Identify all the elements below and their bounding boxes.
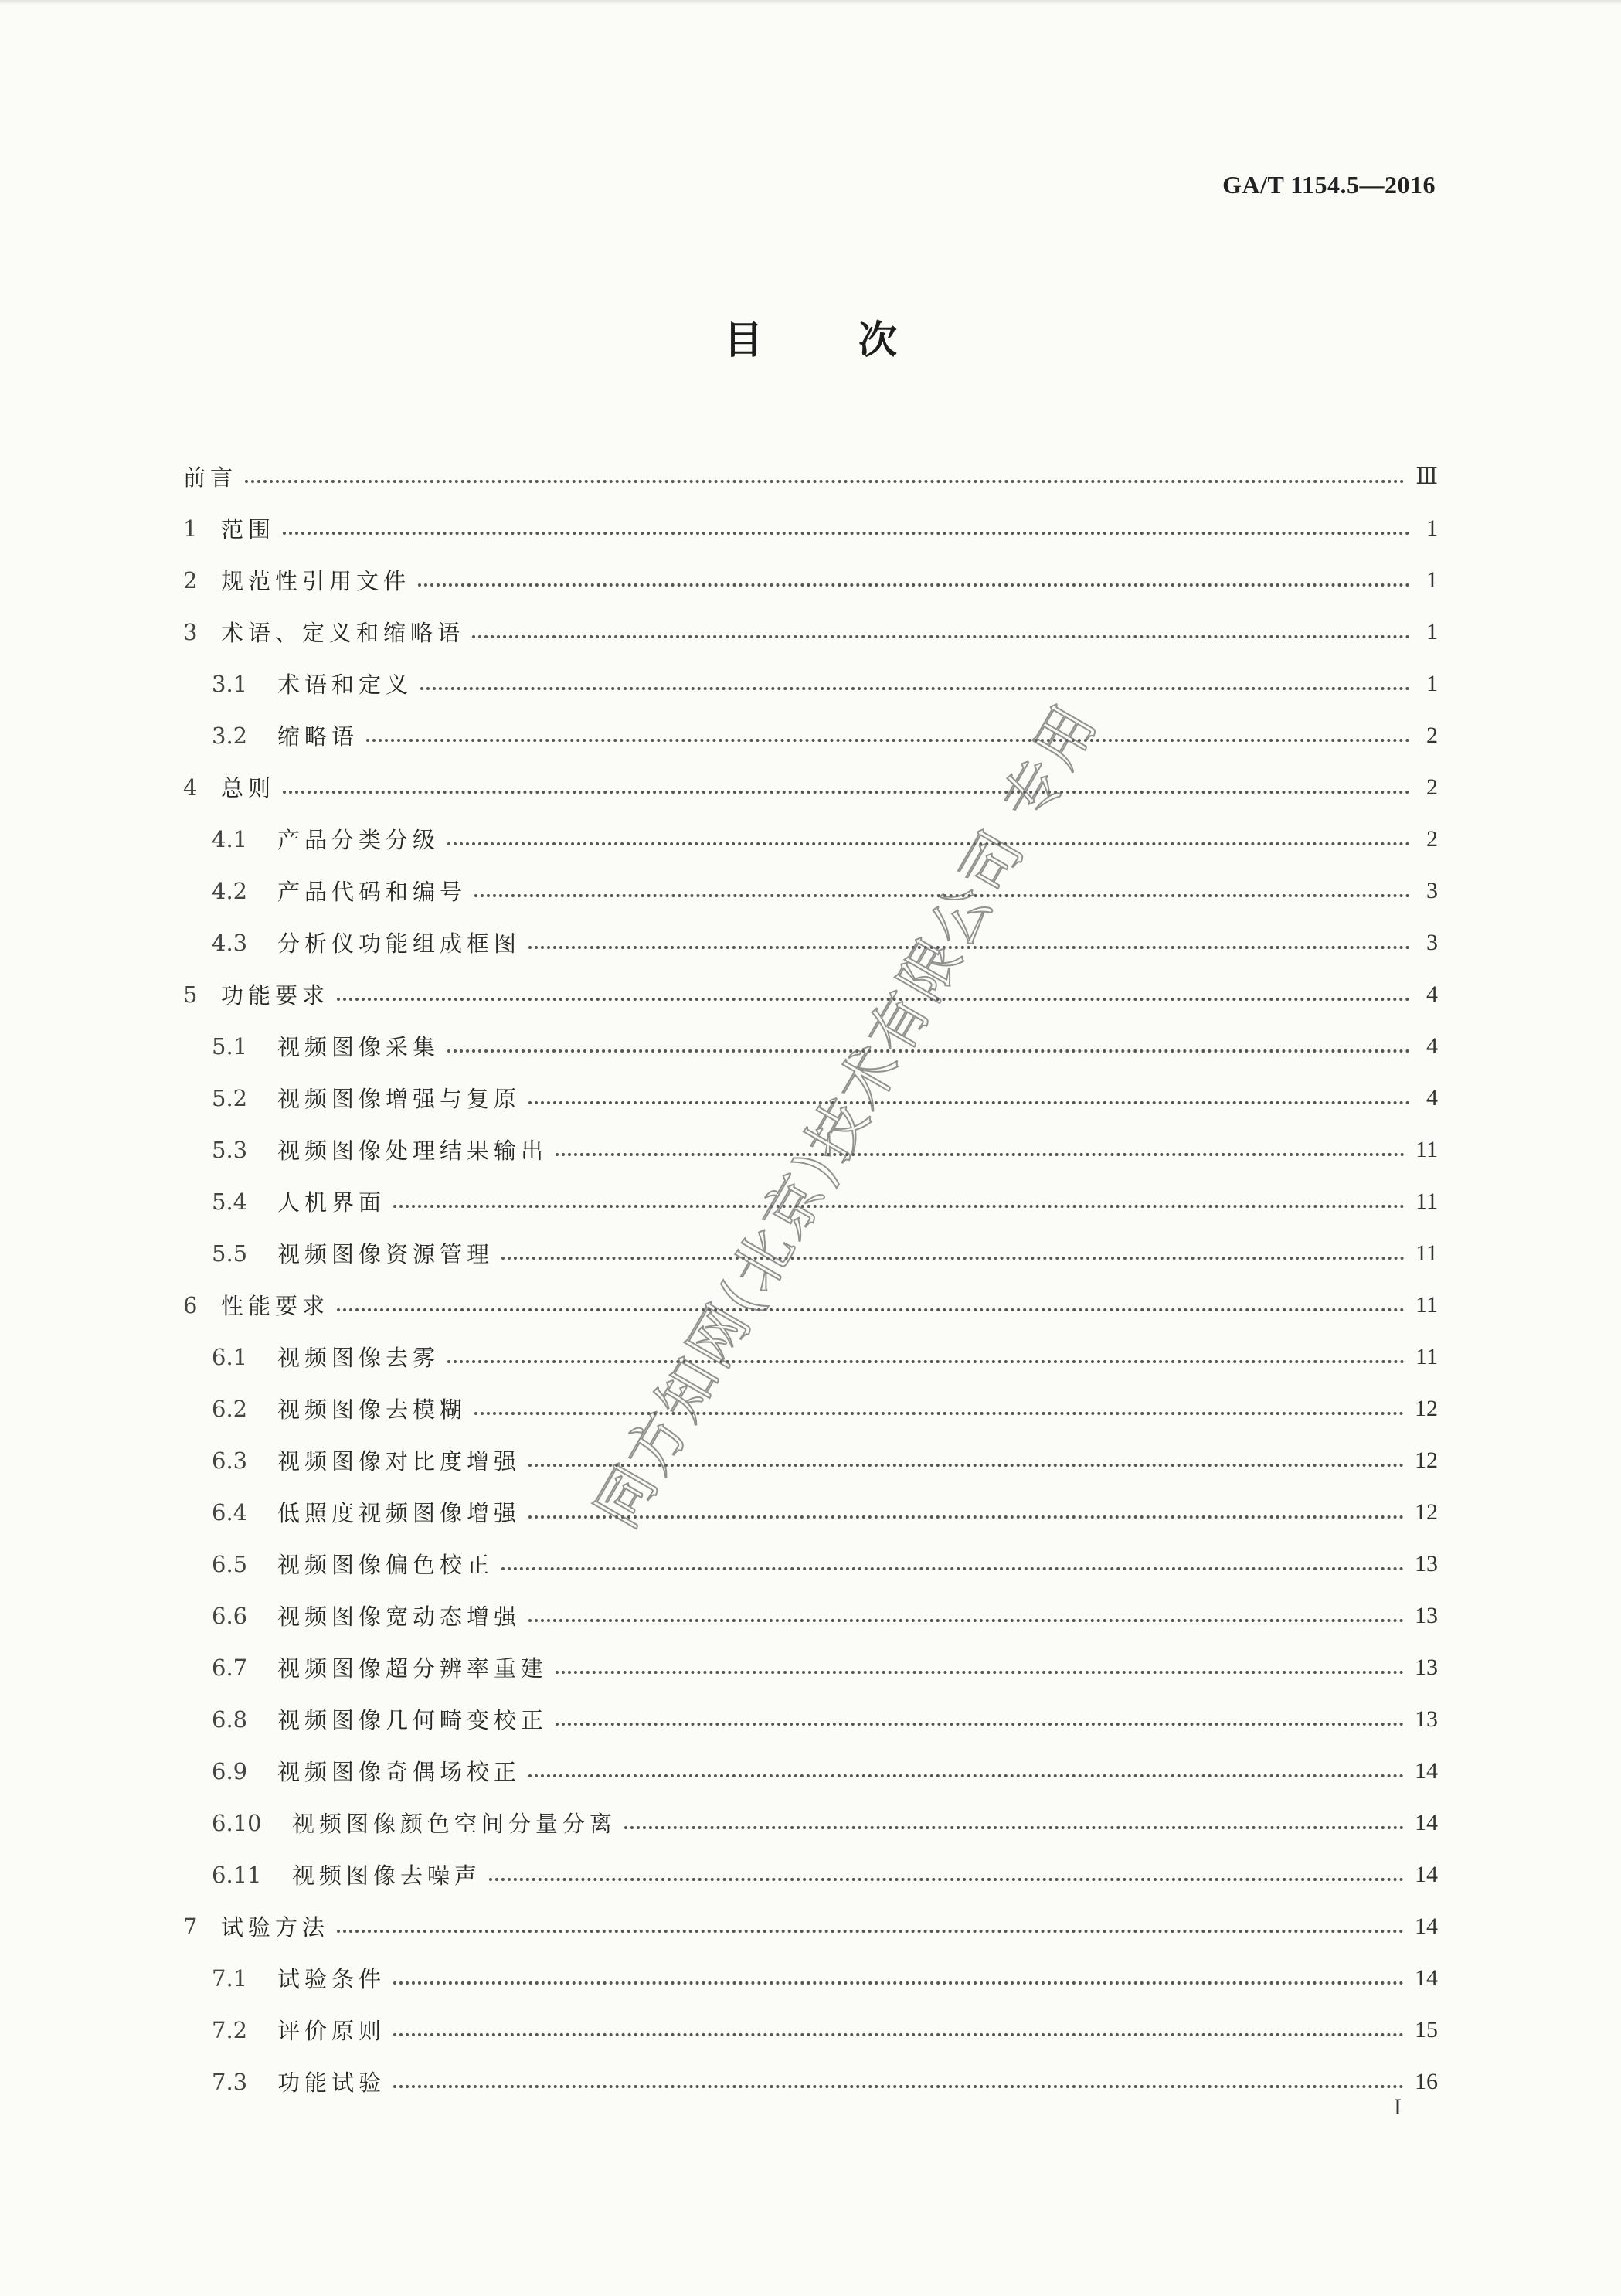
toc-entry-title: 功能试验: [277, 2070, 386, 2096]
toc-leader-dots: [528, 946, 1410, 949]
toc-entry-title: 分析仪功能组成框图: [277, 930, 522, 957]
toc-entry-number: 5.5: [212, 1240, 248, 1267]
toc-entry-title: 产品分类分级: [277, 827, 440, 853]
toc-entry-title: 范围: [221, 516, 276, 543]
toc-entry-page: 12: [1415, 1498, 1438, 1525]
toc-entry-number: 4: [183, 774, 198, 801]
toc-entry-page: 1: [1426, 566, 1438, 593]
toc-leader-dots: [624, 1826, 1404, 1829]
toc-entry-page: 2: [1426, 774, 1438, 800]
toc-leader-dots: [472, 635, 1410, 638]
toc-entry-title: 产品代码和编号: [277, 879, 467, 905]
toc-leader-dots: [528, 1515, 1404, 1519]
toc-entry-number: 5: [183, 981, 198, 1008]
toc-entry-number: 6.11: [212, 1861, 262, 1888]
toc-leader-dots: [337, 1308, 1405, 1311]
toc-entry-page: 1: [1426, 618, 1438, 645]
toc-entry-title: 术语、定义和缩略语: [221, 620, 465, 646]
toc-entry[interactable]: [183, 1383, 1438, 1434]
toc-entry[interactable]: [183, 709, 1438, 761]
toc-entry-page: 14: [1415, 1861, 1438, 1887]
toc-entry[interactable]: [183, 1745, 1438, 1797]
toc-leader-dots: [528, 1619, 1404, 1622]
toc-entry-title: 试验条件: [277, 1966, 386, 1992]
toc-entry-page: 12: [1415, 1395, 1438, 1421]
page-number: I: [1394, 2094, 1402, 2120]
toc-entry-page: 12: [1415, 1447, 1438, 1473]
toc-leader-dots: [556, 1671, 1404, 1674]
scan-edge: [0, 0, 1621, 5]
toc-entry-number: 5.1: [212, 1032, 248, 1060]
toc-entry-title: 低照度视频图像增强: [277, 1500, 522, 1526]
toc-entry-title: 视频图像去模糊: [277, 1396, 467, 1423]
toc-entry[interactable]: [183, 761, 1438, 813]
toc-entry-page: 14: [1415, 1809, 1438, 1835]
toc-entry-number: 7.3: [212, 2068, 248, 2095]
toc-leader-dots: [245, 480, 1405, 483]
toc-entry-page: 14: [1415, 1964, 1438, 1991]
toc-entry[interactable]: [183, 1797, 1438, 1849]
toc-entry[interactable]: [183, 1900, 1438, 1952]
toc-entry-number: 6.1: [212, 1343, 248, 1370]
toc-entry-title: 视频图像奇偶场校正: [277, 1759, 522, 1785]
toc-entry-number: 3: [183, 618, 198, 645]
document-code: GA/T 1154.5—2016: [1222, 171, 1436, 199]
toc-entry-title: 视频图像颜色空间分量分离: [292, 1811, 617, 1837]
toc-leader-dots: [474, 1412, 1404, 1415]
toc-entry-page: 11: [1415, 1291, 1438, 1318]
toc-leader-dots: [447, 842, 1410, 845]
toc-entry-number: 6: [183, 1291, 198, 1318]
toc-leader-dots: [337, 998, 1410, 1001]
toc-entry[interactable]: [183, 1952, 1438, 2004]
toc-entry-number: 6.5: [212, 1550, 248, 1577]
toc-entry-number: 4.2: [212, 877, 248, 904]
toc-leader-dots: [447, 1049, 1410, 1053]
toc-entry-title: 视频图像宽动态增强: [277, 1604, 522, 1630]
toc-entry-page: 13: [1415, 1654, 1438, 1680]
toc-leader-dots: [501, 1257, 1405, 1260]
toc-entry-page: 4: [1426, 1084, 1438, 1111]
toc-entry-page: 3: [1426, 929, 1438, 955]
page-title: 目次: [724, 318, 993, 362]
toc-entry-number: 6.6: [212, 1602, 248, 1629]
toc-leader-dots: [393, 2033, 1404, 2036]
toc-entry-page: 14: [1415, 1757, 1438, 1784]
toc-entry-title: 视频图像去噪声: [292, 1862, 482, 1889]
toc-entry-title: 缩略语: [277, 723, 359, 750]
toc-entry-title: 视频图像偏色校正: [277, 1552, 494, 1578]
toc-entry-number: 6.2: [212, 1395, 248, 1422]
toc-entry-number: 6.8: [212, 1706, 248, 1733]
toc-entry-number: 7.1: [212, 1964, 248, 1992]
toc-entry[interactable]: [183, 865, 1438, 917]
toc-entry-title: 前言: [183, 464, 238, 491]
table-of-contents: [183, 451, 1438, 2107]
toc-entry-number: 1: [183, 515, 198, 542]
toc-entry-title: 视频图像采集: [277, 1034, 440, 1060]
toc-entry-page: 13: [1415, 1550, 1438, 1577]
toc-leader-dots: [489, 1878, 1404, 1881]
toc-entry[interactable]: [183, 502, 1438, 554]
toc-entry-page: 11: [1415, 1136, 1438, 1162]
toc-entry[interactable]: [183, 1538, 1438, 1590]
toc-entry-number: 7: [183, 1913, 198, 1940]
toc-entry-page: 11: [1415, 1188, 1438, 1214]
toc-entry-title: 试验方法: [221, 1914, 330, 1941]
toc-entry-title: 总则: [221, 775, 276, 801]
toc-entry[interactable]: [183, 1227, 1438, 1279]
toc-leader-dots: [283, 532, 1410, 535]
toc-leader-dots: [528, 1101, 1410, 1104]
toc-entry-number: 3.2: [212, 722, 248, 749]
toc-entry[interactable]: [183, 1849, 1438, 1900]
toc-entry-title: 视频图像处理结果输出: [277, 1138, 549, 1164]
toc-entry-page: 11: [1415, 1240, 1438, 1266]
toc-entry-title: 术语和定义: [277, 672, 413, 698]
toc-entry-page: 1: [1426, 515, 1438, 541]
toc-leader-dots: [447, 1360, 1405, 1363]
toc-entry-title: 规范性引用文件: [221, 568, 411, 594]
toc-entry-page: 13: [1415, 1602, 1438, 1628]
toc-entry-number: 6.3: [212, 1447, 248, 1474]
toc-leader-dots: [337, 1930, 1404, 1933]
toc-entry[interactable]: [183, 1434, 1438, 1486]
toc-entry-page: 2: [1426, 825, 1438, 852]
toc-entry-title: 评价原则: [277, 2018, 386, 2044]
toc-entry[interactable]: [183, 1486, 1438, 1538]
toc-entry-page: 14: [1415, 1913, 1438, 1939]
toc-entry-page: 4: [1426, 981, 1438, 1007]
toc-entry-number: 6.4: [212, 1498, 248, 1526]
toc-entry-page: 16: [1415, 2068, 1438, 2094]
toc-entry[interactable]: [183, 1693, 1438, 1745]
toc-leader-dots: [474, 894, 1410, 897]
toc-entry[interactable]: [183, 917, 1438, 968]
toc-entry-number: 4.1: [212, 825, 248, 852]
toc-entry-page: Ⅲ: [1415, 464, 1438, 489]
toc-entry-page: 1: [1426, 670, 1438, 696]
toc-entry-number: 5.4: [212, 1188, 248, 1215]
toc-leader-dots: [501, 1567, 1404, 1570]
toc-leader-dots: [556, 1723, 1404, 1726]
toc-entry-title: 人机界面: [277, 1189, 386, 1216]
toc-entry-title: 功能要求: [221, 982, 330, 1009]
toc-entry-title: 视频图像几何畸变校正: [277, 1707, 549, 1733]
toc-entry[interactable]: [183, 1072, 1438, 1124]
toc-entry-page: 4: [1426, 1032, 1438, 1059]
toc-entry-page: 11: [1415, 1343, 1438, 1369]
watermark: 同方知网(北京)技术有限公司 专用: [581, 691, 1111, 1539]
toc-entry-page: 2: [1426, 722, 1438, 748]
toc-entry[interactable]: [183, 1175, 1438, 1227]
toc-entry[interactable]: [183, 813, 1438, 865]
toc-entry-title: 视频图像去雾: [277, 1345, 440, 1371]
toc-leader-dots: [393, 1981, 1404, 1985]
toc-entry-number: 6.10: [212, 1809, 262, 1836]
toc-entry-number: 3.1: [212, 670, 248, 697]
toc-entry[interactable]: [183, 1279, 1438, 1331]
toc-entry-page: 3: [1426, 877, 1438, 903]
toc-entry-page: 13: [1415, 1706, 1438, 1732]
toc-entry-title: 视频图像超分辨率重建: [277, 1655, 549, 1682]
toc-entry[interactable]: [183, 554, 1438, 606]
toc-entry-title: 视频图像对比度增强: [277, 1448, 522, 1475]
toc-entry-number: 4.3: [212, 929, 248, 956]
toc-entry-number: 5.2: [212, 1084, 248, 1111]
toc-leader-dots: [556, 1153, 1405, 1156]
toc-leader-dots: [418, 583, 1410, 587]
toc-leader-dots: [528, 1774, 1404, 1777]
toc-leader-dots: [366, 739, 1410, 742]
toc-entry-page: 15: [1415, 2016, 1438, 2043]
toc-entry[interactable]: [183, 1590, 1438, 1641]
toc-entry[interactable]: [183, 968, 1438, 1020]
toc-entry[interactable]: [183, 606, 1438, 658]
toc-entry-number: 5.3: [212, 1136, 248, 1163]
toc-entry[interactable]: [183, 1124, 1438, 1175]
toc-entry[interactable]: [183, 451, 1438, 502]
toc-leader-dots: [528, 1464, 1404, 1467]
toc-entry-number: 6.7: [212, 1654, 248, 1681]
toc-entry[interactable]: [183, 1020, 1438, 1072]
toc-leader-dots: [283, 791, 1410, 794]
toc-entry[interactable]: [183, 2004, 1438, 2056]
toc-entry[interactable]: [183, 1641, 1438, 1693]
toc-entry-title: 视频图像增强与复原: [277, 1086, 522, 1112]
toc-entry-number: 2: [183, 566, 198, 594]
toc-leader-dots: [420, 687, 1410, 690]
toc-entry-number: 6.9: [212, 1757, 248, 1784]
toc-entry[interactable]: [183, 1331, 1438, 1383]
toc-entry-number: 7.2: [212, 2016, 248, 2043]
toc-leader-dots: [393, 1205, 1405, 1208]
toc-entry-title: 性能要求: [221, 1293, 330, 1319]
toc-leader-dots: [393, 2085, 1404, 2088]
toc-entry[interactable]: [183, 658, 1438, 709]
toc-entry[interactable]: [183, 2056, 1438, 2107]
toc-entry-title: 视频图像资源管理: [277, 1241, 494, 1267]
